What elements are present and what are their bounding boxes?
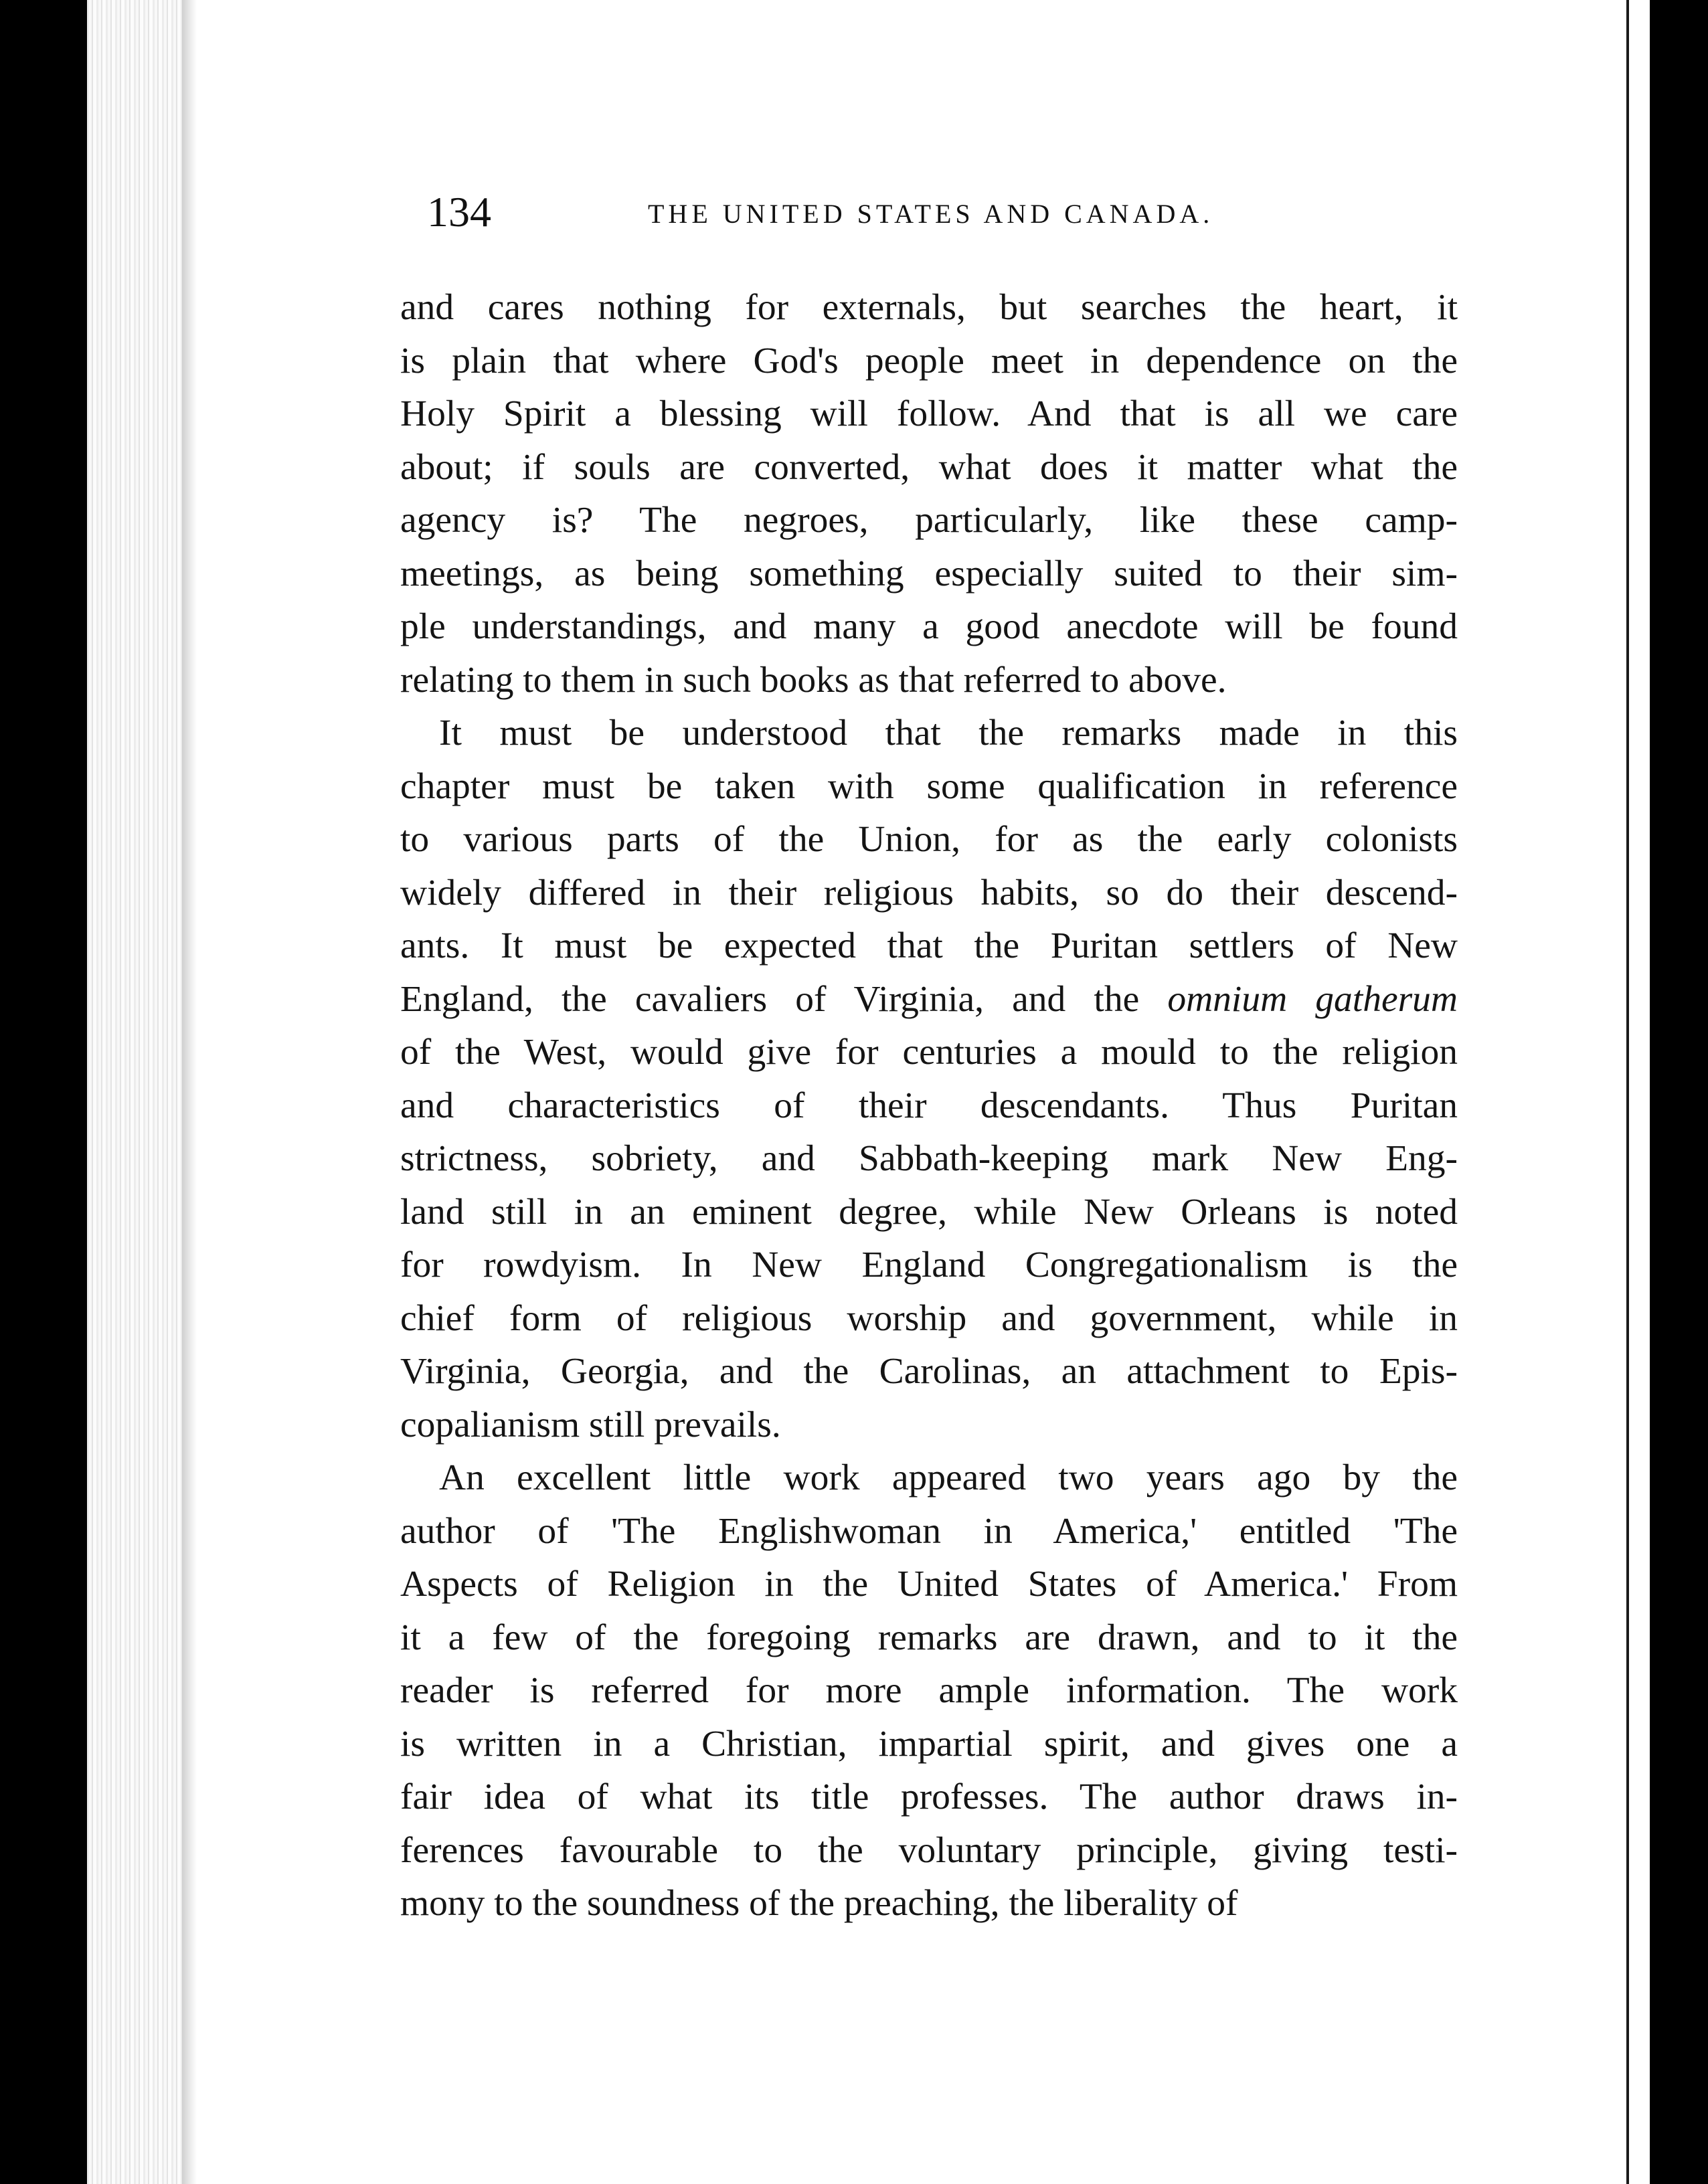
text-line: land still in an eminent degree, while New Orleans is noted [400,1191,1458,1233]
text-line: England, the cavaliers of Virginia, and the omnium gatherum [400,978,1458,1020]
text-line: is plain that where God's people meet in dependence on the [400,340,1458,381]
text-line: and cares nothing for externals, but searches the heart, it [400,287,1458,328]
text-line: ferences favourable to the voluntary principle, giving testi- [400,1829,1458,1871]
text-line: for rowdyism. In New England Congregationalism is the [400,1245,1458,1285]
paragraph [400,707,1458,1451]
text-line: author of 'The Englishwoman in America,' entitled 'The [400,1510,1458,1552]
text-line: is written in a Christian, impartial spirit, and gives one a [400,1723,1458,1764]
text-line: agency is? The negroes, particularly, like these camp- [400,500,1458,541]
text-line: meetings, as being something especially suited to their sim- [400,553,1458,594]
text-line: strictness, sobriety, and Sabbath-keeping mark New Eng- [400,1138,1458,1179]
body-text [400,281,1458,1930]
text-line: chief form of religious worship and government, while in [400,1297,1458,1339]
paragraph [400,281,1458,707]
text-line: Virginia, Georgia, and the Carolinas, an attachment to Epis- [400,1351,1458,1392]
text-line: relating to them in such books as that referred to above. [400,659,1227,701]
scan-border [1650,0,1708,2184]
text-line: reader is referred for more ample information. The work [400,1670,1458,1711]
page-number: 134 [427,188,491,236]
text-line: fair idea of what its title professes. The author draws in- [400,1777,1458,1817]
text-line: it a few of the foregoing remarks are drawn, and to it the [400,1617,1458,1658]
text-line: ple understandings, and many a good anecdote will be found [400,606,1458,647]
text-line: Holy Spirit a blessing will follow. And that is all we care [400,393,1458,434]
text-line: and characteristics of their descendants. Thus Puritan [400,1085,1458,1126]
text-line: to various parts of the Union, for as the early colonists [400,819,1458,860]
text-line: ants. It must be expected that the Puritan settlers of New [400,925,1458,966]
text-line: widely differed in their religious habits, so do their descend- [400,872,1458,913]
running-title: THE UNITED STATES AND CANADA. [648,199,1214,229]
text-line: copalianism still prevails. [400,1404,781,1445]
page-header [427,182,1458,242]
text-line: Aspects of Religion in the United States of America.' From [400,1564,1458,1605]
text-line: An excellent little work appeared two years ago by the [439,1457,1458,1498]
facing-page-edge [1626,0,1652,2184]
text-line: of the West, would give for centuries a mould to the religion [400,1032,1458,1073]
paragraph [400,1451,1458,1930]
page-edge-stack [87,0,187,2184]
gutter-shadow [182,0,197,2184]
text-line: It must be understood that the remarks made in this [439,713,1458,753]
text-line: chapter must be taken with some qualification in reference [400,765,1458,807]
text-line: about; if souls are converted, what does it matter what the [400,446,1458,488]
text-line: mony to the soundness of the preaching, the liberality of [400,1883,1238,1924]
